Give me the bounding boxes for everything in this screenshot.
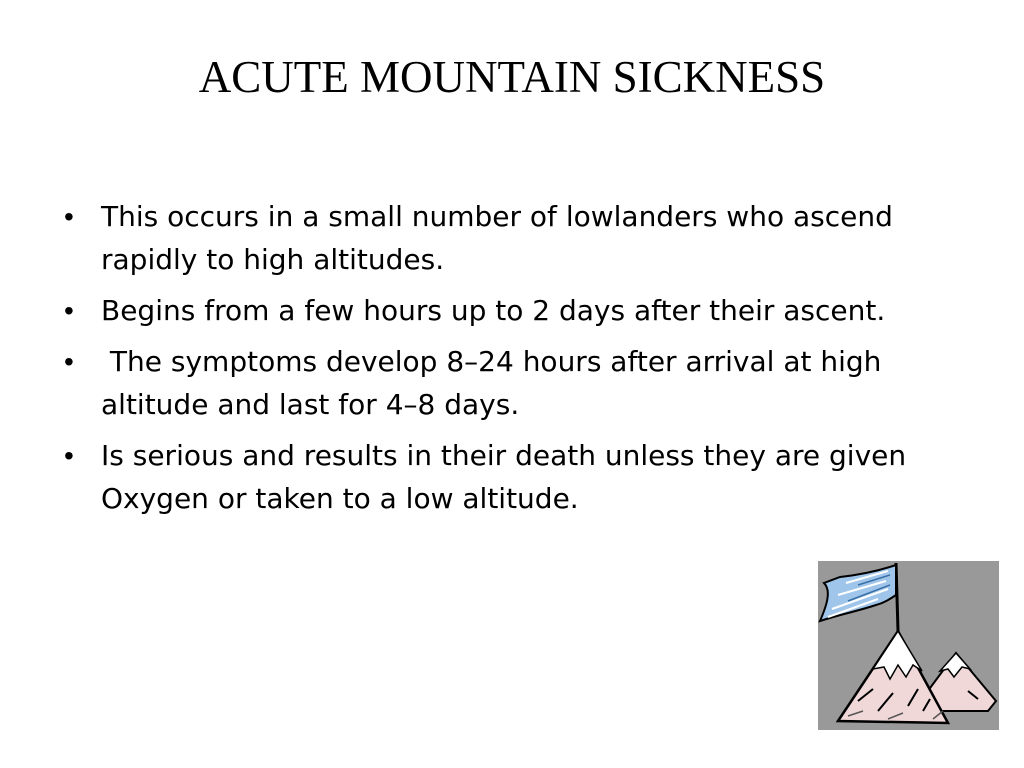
bullet-icon: • xyxy=(64,201,74,232)
bullet-text: Begins from a few hours up to 2 days after their ascent. xyxy=(101,294,886,327)
bullet-icon: • xyxy=(64,346,74,377)
bullet-item xyxy=(64,289,944,332)
bullet-text: The symptoms develop 8–24 hours after arrival at high altitude and last for 4–8 days. xyxy=(101,345,891,421)
bullet-item xyxy=(64,340,944,426)
bullet-item xyxy=(64,195,944,281)
bullet-text: Is serious and results in their death unless they are given Oxygen or taken to a low altitude. xyxy=(101,439,907,515)
bullet-item xyxy=(64,434,944,520)
mountain-flag-icon xyxy=(818,561,999,730)
slide-title: ACUTE MOUNTAIN SICKNESS xyxy=(198,52,826,102)
bullet-icon: • xyxy=(64,295,74,326)
bullet-list xyxy=(64,195,944,528)
bullet-text: This occurs in a small number of lowlanders who ascend rapidly to high altitudes. xyxy=(101,200,893,276)
bullet-icon: • xyxy=(64,440,74,471)
